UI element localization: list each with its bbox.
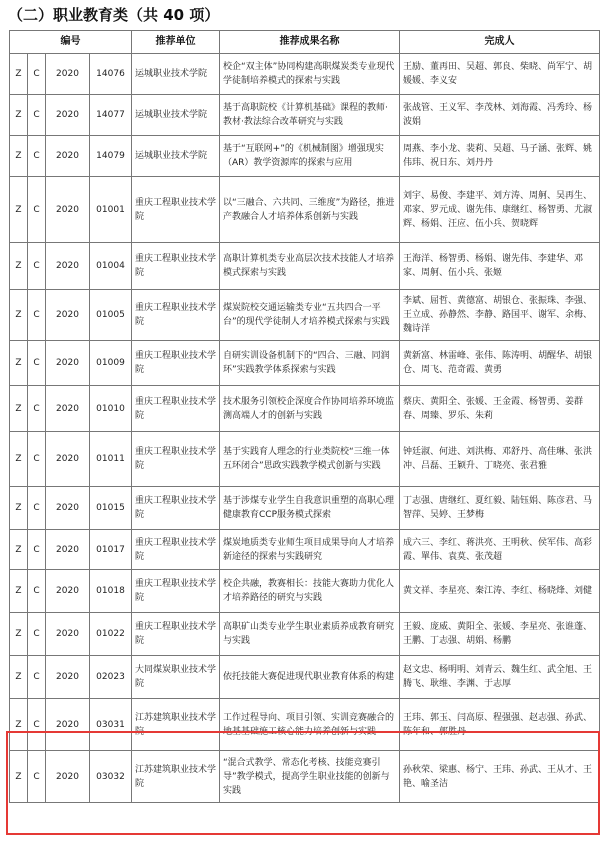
cell-people: 黄新富、林雷峰、张伟、陈涛明、胡醒华、胡银仓、周飞、范奇霞、黄勇 (400, 341, 600, 386)
cell-year: 2020 (46, 656, 90, 699)
cell-year: 2020 (46, 95, 90, 136)
cell-unit: 重庆工程职业技术学院 (132, 386, 220, 432)
cell-people: 王励、董再田、吴超、郭良、柴晓、尚军宁、胡媛媛、李义安 (400, 54, 600, 95)
cell-name: 煤炭地质类专业师生项目成果导向人才培养新途径的探索与实践研究 (220, 530, 400, 570)
cell-name: 校企“双主体”协同构建高职煤炭类专业现代学徒制培养模式的探索与实践 (220, 54, 400, 95)
table-row (10, 95, 600, 136)
section-title: （二）职业教育类（共 40 项） (8, 6, 220, 24)
cell-people: 王海洋、杨智勇、杨娟、谢先伟、李建华、邓家、周舸、伍小兵、张姬 (400, 243, 600, 290)
cell-name: 以“三融合、六共同、三维度”为路径，推进产教融合人才培养体系创新与实践 (220, 177, 400, 243)
cell-year: 2020 (46, 243, 90, 290)
table-row (10, 177, 600, 243)
cell-name: 校企共融，教赛相长：技能大赛助力优化人才培养路径的研究与实践 (220, 570, 400, 613)
table-row (10, 613, 600, 656)
cell-c: C (28, 613, 46, 656)
table-row (10, 487, 600, 530)
table-row (10, 656, 600, 699)
cell-people: 丁志强、唐继红、夏红毅、陆钰娟、陈彦君、马智萍、吴婷、王梦梅 (400, 487, 600, 530)
cell-year: 2020 (46, 613, 90, 656)
cell-year: 2020 (46, 487, 90, 530)
cell-z: Z (10, 136, 28, 177)
cell-year: 2020 (46, 570, 90, 613)
cell-unit: 重庆工程职业技术学院 (132, 613, 220, 656)
cell-year: 2020 (46, 432, 90, 487)
cell-z: Z (10, 95, 28, 136)
cell-name: 煤炭院校交通运输类专业“五共四合一平台”的现代学徒制人才培养模式探索与实践 (220, 290, 400, 341)
table-row (10, 341, 600, 386)
cell-z: Z (10, 656, 28, 699)
cell-z: Z (10, 487, 28, 530)
cell-name: 基于涉煤专业学生自我意识重塑的高职心理健康教育CCP服务模式探索 (220, 487, 400, 530)
cell-people: 成六三、李红、蒋洪亮、王明秋、侯军伟、高彩霞、單伟、袁莫、张茂超 (400, 530, 600, 570)
cell-id: 14076 (90, 54, 132, 95)
cell-unit: 重庆工程职业技术学院 (132, 487, 220, 530)
table-row (10, 530, 600, 570)
cell-c: C (28, 290, 46, 341)
results-table (9, 30, 600, 803)
cell-id: 01015 (90, 487, 132, 530)
cell-unit: 运城职业技术学院 (132, 95, 220, 136)
cell-z: Z (10, 54, 28, 95)
cell-name: 依托技能大赛促进现代职业教育体系的构建 (220, 656, 400, 699)
cell-people: 周燕、李小龙、裴莉、吴超、马子涵、张辉、姚伟玮、祝日东、刘丹丹 (400, 136, 600, 177)
table-row (10, 570, 600, 613)
header-number: 编号 (10, 31, 132, 54)
cell-c: C (28, 487, 46, 530)
cell-z: Z (10, 751, 28, 803)
cell-c: C (28, 656, 46, 699)
cell-year: 2020 (46, 290, 90, 341)
cell-unit: 运城职业技术学院 (132, 54, 220, 95)
cell-id: 01022 (90, 613, 132, 656)
cell-z: Z (10, 243, 28, 290)
table-header-row (10, 31, 600, 54)
cell-id: 01011 (90, 432, 132, 487)
cell-year: 2020 (46, 54, 90, 95)
cell-z: Z (10, 613, 28, 656)
cell-unit: 重庆工程职业技术学院 (132, 177, 220, 243)
cell-z: Z (10, 570, 28, 613)
cell-unit: 重庆工程职业技术学院 (132, 341, 220, 386)
cell-people: 蔡庆、黄阳全、张媛、王金霞、杨智勇、姜群春、周臻、罗乐、朱莉 (400, 386, 600, 432)
table-row (10, 136, 600, 177)
cell-id: 01017 (90, 530, 132, 570)
cell-people: 李斌、屈哲、黄德富、胡银仓、张振珠、李强、王立成、孙静然、李静、路国平、谢军、余梅、魏诗洋 (400, 290, 600, 341)
cell-c: C (28, 432, 46, 487)
cell-c: C (28, 341, 46, 386)
cell-year: 2020 (46, 136, 90, 177)
cell-unit: 大同煤炭职业技术学院 (132, 656, 220, 699)
cell-people: 黄文祥、李星亮、秦江涛、李红、杨晓烽、刘健 (400, 570, 600, 613)
cell-name: 基于高职院校《计算机基础》课程的教师·教材·教法综合改革研究与实践 (220, 95, 400, 136)
cell-name: “混合式教学、常态化考核、技能竞赛引导”教学模式，提高学生职业技能的创新与实践 (220, 751, 400, 803)
cell-id: 01004 (90, 243, 132, 290)
cell-people: 刘宇、易俊、李建平、刘方涛、周舸、吴再生、邓家、罗元成、谢先伟、康继红、杨智勇、尤淑辉、杨娟、汪应、伍小兵、贺晓辉 (400, 177, 600, 243)
cell-unit: 重庆工程职业技术学院 (132, 570, 220, 613)
cell-year: 2020 (46, 699, 90, 751)
table-row (10, 290, 600, 341)
cell-unit: 江苏建筑职业技术学院 (132, 699, 220, 751)
cell-c: C (28, 243, 46, 290)
cell-c: C (28, 751, 46, 803)
cell-people: 赵文忠、杨明明、刘青云、魏生红、武全旭、王腾飞、耿维、李渊、于志厚 (400, 656, 600, 699)
cell-c: C (28, 177, 46, 243)
cell-id: 14077 (90, 95, 132, 136)
cell-c: C (28, 699, 46, 751)
cell-z: Z (10, 386, 28, 432)
cell-people: 张战管、王义军、李茂林、刘海霞、冯秀玲、杨波娟 (400, 95, 600, 136)
cell-name: 基于实践育人理念的行业类院校“三维一体 五环闭合”思政实践教学模式创新与实践 (220, 432, 400, 487)
header-name: 推荐成果名称 (220, 31, 400, 54)
cell-people: 王玮、郭玉、闫高原、程强强、赵志强、孙武、陈年和、郭胜丹 (400, 699, 600, 751)
cell-z: Z (10, 341, 28, 386)
table-row (10, 699, 600, 751)
cell-z: Z (10, 177, 28, 243)
cell-year: 2020 (46, 530, 90, 570)
cell-name: 高职矿山类专业学生职业素质养成教育研究与实践 (220, 613, 400, 656)
cell-unit: 江苏建筑职业技术学院 (132, 751, 220, 803)
cell-c: C (28, 95, 46, 136)
cell-c: C (28, 136, 46, 177)
cell-id: 01009 (90, 341, 132, 386)
table-body (10, 54, 600, 803)
cell-name: 工作过程导向、项目引领、实训竞赛融合的地基基础施工核心能力培养创新与实践 (220, 699, 400, 751)
cell-year: 2020 (46, 751, 90, 803)
cell-id: 03031 (90, 699, 132, 751)
cell-name: 自研实训设备机制下的“四合、三融、同润环”实践教学体系探索与实践 (220, 341, 400, 386)
cell-year: 2020 (46, 341, 90, 386)
table-row (10, 432, 600, 487)
cell-name: 基于“互联网+”的《机械制图》增强现实（AR）教学资源库的探索与应用 (220, 136, 400, 177)
cell-year: 2020 (46, 177, 90, 243)
table-row (10, 386, 600, 432)
cell-z: Z (10, 530, 28, 570)
cell-unit: 重庆工程职业技术学院 (132, 243, 220, 290)
table-row (10, 243, 600, 290)
cell-id: 03032 (90, 751, 132, 803)
cell-unit: 重庆工程职业技术学院 (132, 530, 220, 570)
cell-c: C (28, 386, 46, 432)
cell-people: 孙秋荣、梁惠、杨宁、王玮、孙武、王从才、王艳、喻圣洁 (400, 751, 600, 803)
header-unit: 推荐单位 (132, 31, 220, 54)
table-row (10, 751, 600, 803)
cell-z: Z (10, 432, 28, 487)
cell-c: C (28, 570, 46, 613)
cell-year: 2020 (46, 386, 90, 432)
cell-c: C (28, 530, 46, 570)
cell-name: 技术服务引领校企深度合作协同培养环境监测高端人才的创新与实践 (220, 386, 400, 432)
cell-people: 钟廷淑、何进、刘洪梅、邓舒丹、高佳琳、张洪冲、吕磊、王颖升、丁晓亮、张君雅 (400, 432, 600, 487)
cell-id: 01010 (90, 386, 132, 432)
cell-people: 王毅、庞威、黄阳全、张媛、李星亮、张谁蓬、王鹏、丁志强、胡娟、杨鹏 (400, 613, 600, 656)
cell-id: 01018 (90, 570, 132, 613)
table-row (10, 54, 600, 95)
cell-id: 02023 (90, 656, 132, 699)
cell-id: 14079 (90, 136, 132, 177)
header-people: 完成人 (400, 31, 600, 54)
cell-name: 高职计算机类专业高层次技术技能人才培养模式探索与实践 (220, 243, 400, 290)
cell-id: 01005 (90, 290, 132, 341)
cell-z: Z (10, 290, 28, 341)
cell-unit: 运城职业技术学院 (132, 136, 220, 177)
cell-c: C (28, 54, 46, 95)
cell-z: Z (10, 699, 28, 751)
cell-unit: 重庆工程职业技术学院 (132, 290, 220, 341)
cell-id: 01001 (90, 177, 132, 243)
cell-unit: 重庆工程职业技术学院 (132, 432, 220, 487)
